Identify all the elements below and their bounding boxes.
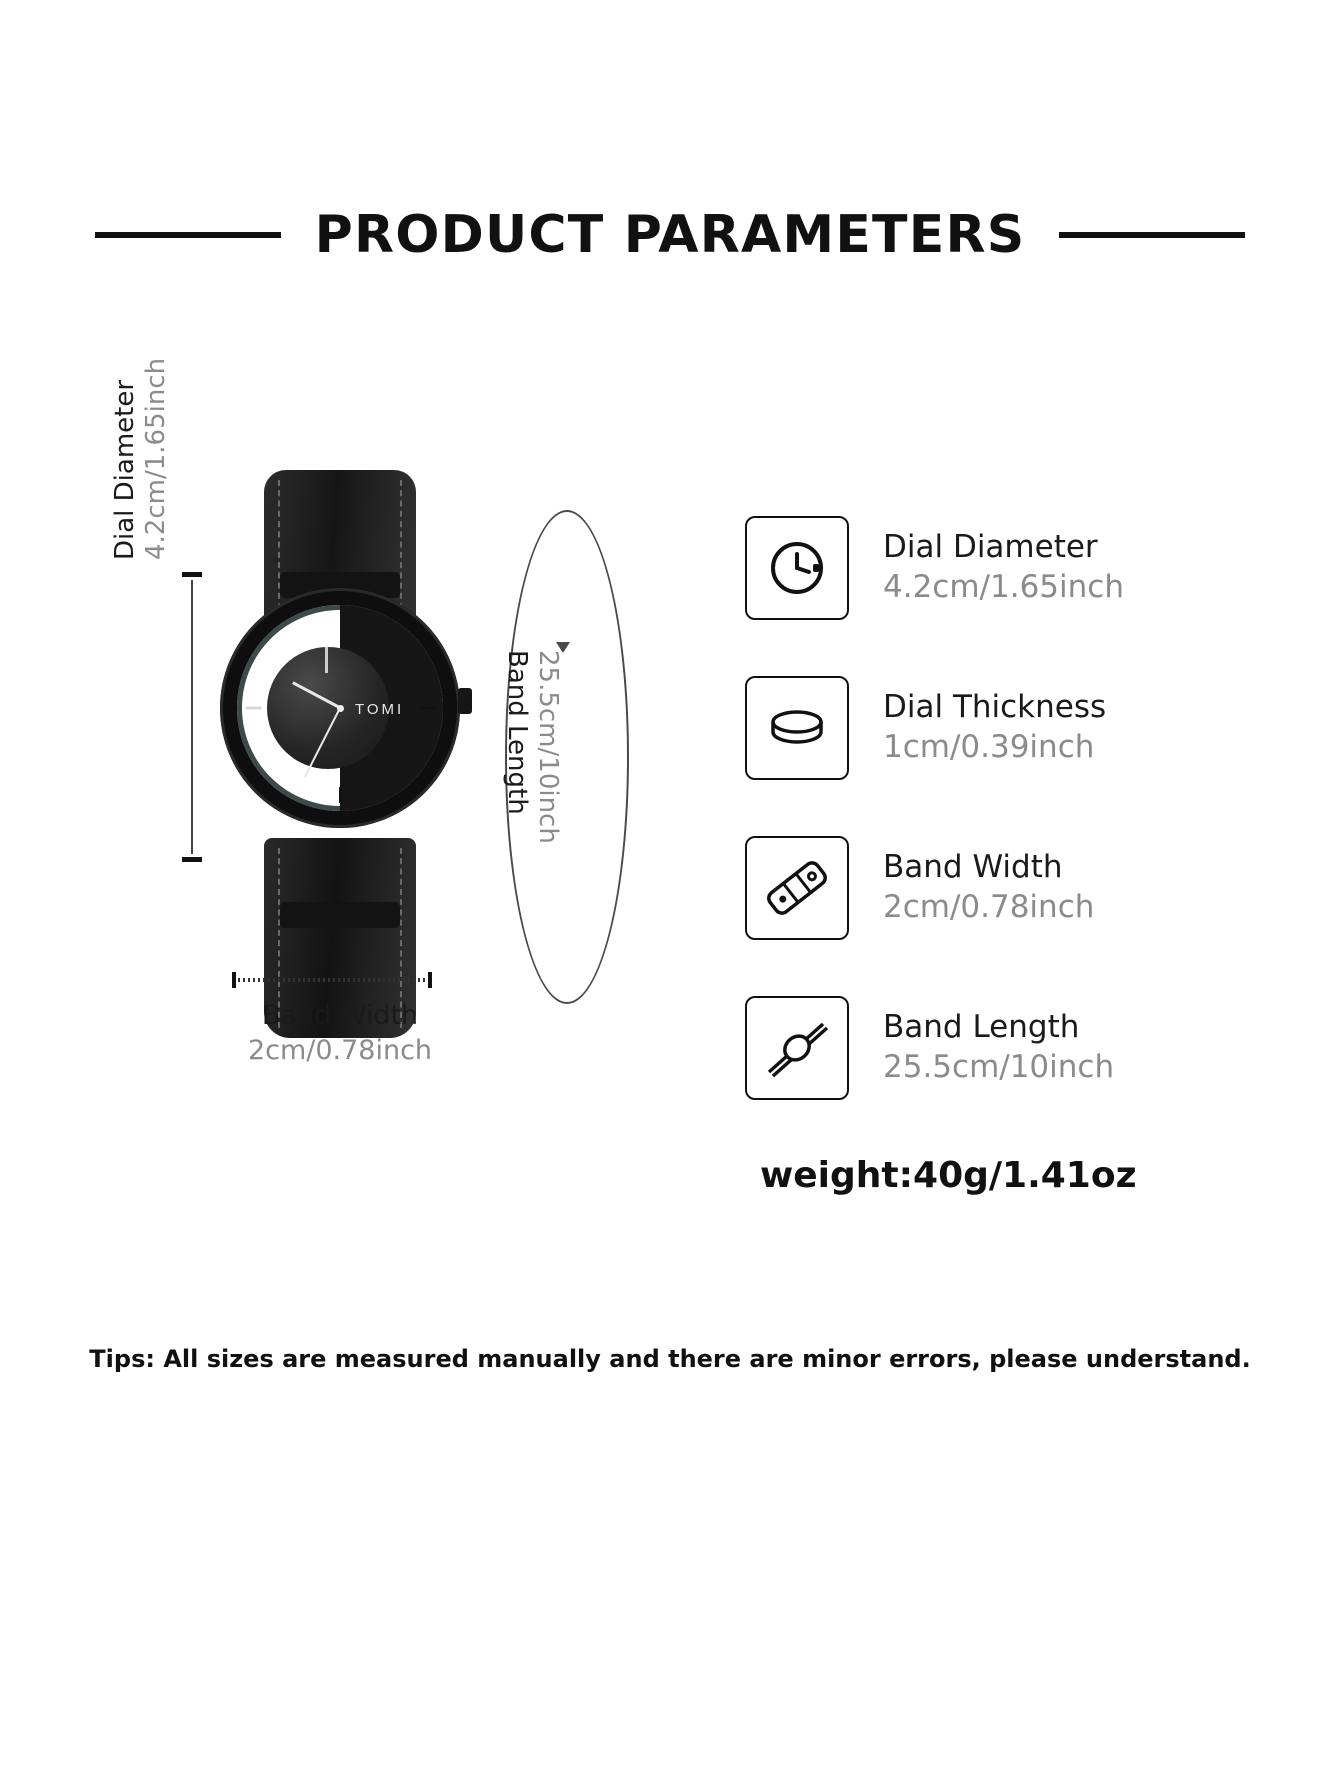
- spec-row-band-length: [745, 992, 1285, 1104]
- page-header: [0, 205, 1340, 265]
- dial-tick-3: [419, 707, 435, 710]
- band-width-annotation-label: Band Width: [261, 1000, 419, 1031]
- watch-brand-text: TOMI: [355, 701, 405, 718]
- header-rule-right: [1059, 232, 1245, 238]
- product-illustration: [90, 357, 650, 1120]
- band-length-annotation-label: Band Length: [502, 650, 533, 815]
- caliper-cap-left: [232, 972, 236, 988]
- watch-image: [220, 500, 460, 1000]
- sub-dial-notch: [325, 647, 328, 673]
- watch-hand-pivot: [337, 705, 344, 712]
- spec-text-dial-thickness: [883, 687, 1106, 769]
- spec-row-dial-diameter: [745, 512, 1285, 624]
- caliper-cap-top: [182, 572, 202, 577]
- band-width-annotation-value: 2cm/0.78inch: [247, 1035, 433, 1067]
- spec-value: 4.2cm/1.65inch: [883, 569, 1124, 606]
- watch-lug-bottom: [280, 902, 400, 928]
- watch-case: [220, 588, 460, 828]
- spec-value: 1cm/0.39inch: [883, 729, 1095, 766]
- band-width-annotation: [160, 998, 520, 1068]
- spec-value: 2cm/0.78inch: [883, 889, 1095, 926]
- dial-diameter-annotation: [110, 270, 171, 560]
- caliper-cap-bottom: [182, 857, 202, 862]
- band-length-annotation: [502, 650, 563, 880]
- spec-row-band-width: [745, 832, 1285, 944]
- band-length-annotation-value: 25.5cm/10inch: [533, 650, 563, 844]
- page-title: PRODUCT PARAMETERS: [314, 205, 1026, 265]
- dial-tick-6: [339, 787, 342, 803]
- caliper-cap-right: [428, 972, 432, 988]
- watch-dial-icon: [745, 516, 849, 620]
- header-rule-left: [95, 232, 281, 238]
- tips-text: Tips: All sizes are measured manually and there are minor errors, please understand.: [89, 1345, 1251, 1373]
- band-length-outline: [485, 510, 645, 1000]
- spec-text-dial-diameter: [883, 527, 1124, 609]
- spec-list: [745, 512, 1285, 1152]
- spec-row-dial-thickness: [745, 672, 1285, 784]
- spec-label: Band Width: [883, 848, 1063, 885]
- caliper-line: [191, 580, 193, 854]
- spec-label: Dial Diameter: [883, 528, 1098, 565]
- caliper-wave-line: [238, 978, 426, 982]
- dial-thickness-icon: [745, 676, 849, 780]
- band-width-icon: [745, 836, 849, 940]
- spec-label: Dial Thickness: [883, 688, 1107, 725]
- watch-bezel: [237, 605, 443, 811]
- watch-crown: [458, 688, 472, 714]
- dial-diameter-caliper: [172, 572, 212, 862]
- spec-text-band-length: [883, 1007, 1114, 1089]
- spec-value: 25.5cm/10inch: [883, 1049, 1115, 1086]
- spec-label: Band Length: [883, 1008, 1080, 1045]
- spec-text-band-width: [883, 847, 1094, 929]
- dial-diameter-annotation-label: Dial Diameter: [110, 379, 140, 560]
- band-width-caliper: [232, 970, 432, 990]
- band-length-icon: [745, 996, 849, 1100]
- dial-diameter-annotation-value: 4.2cm/1.65inch: [140, 357, 171, 560]
- weight-text: weight:40g/1.41oz: [760, 1155, 1137, 1196]
- dial-tick-9: [245, 707, 261, 710]
